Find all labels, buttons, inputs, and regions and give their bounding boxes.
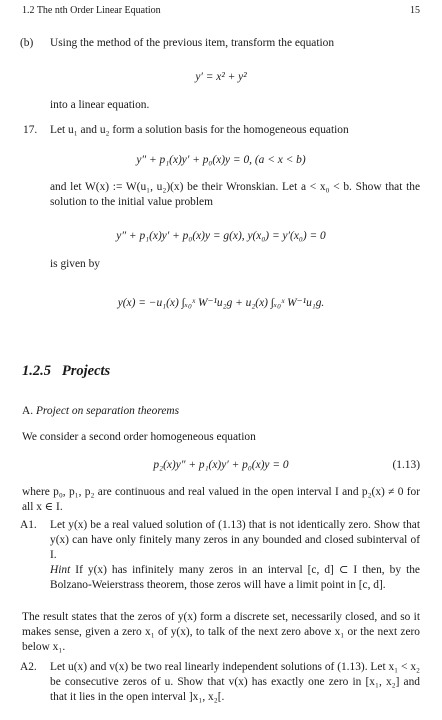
equation-1-13-row <box>0 458 442 473</box>
item-b-equation: y′ = x² + y² <box>195 71 247 83</box>
project-a-heading <box>22 404 420 419</box>
problem-17-number: 17. <box>23 124 38 136</box>
problem-a1-hint: If y(x) has infinitely many zeros in an interval [c, d] ⊂ I then, by the Bolzano-Weierstrass theorem, those zeros will have a limit point in [c, d]. <box>50 564 420 591</box>
equation-1-13: p₂(x)y″ + p₁(x)y′ + p₀(x)y = 0 <box>153 459 289 471</box>
header-page-number: 15 <box>410 5 420 16</box>
section-title: Projects <box>61 363 111 379</box>
problem-a1-hint-label: Hint <box>50 564 71 576</box>
problem-a1-text: Let y(x) be a real valued solution of (1.13) that is not identically zero. Show that y(x) can have only finitely many zeros in any bounded and closed subinterval of I. <box>50 519 420 561</box>
header-section-title: 1.2 The nth Order Linear Equation <box>22 5 161 16</box>
problem-17-intro: 17. Let u₁ and u₂ form a solution basis for the homogeneous equation <box>23 124 349 136</box>
project-a-title: Project on separation theorems <box>35 405 180 417</box>
project-a-intro: We consider a second order homogeneous equation <box>22 431 256 443</box>
project-a-conditions: where p₀, p₁, p₂ are continuous and real valued in the open interval I and p₂(x) ≠ 0 for all x ∈ I. <box>22 486 420 513</box>
running-header <box>22 3 420 17</box>
section-number: 1.2.5 <box>22 363 51 379</box>
problem-a1 <box>20 518 420 593</box>
problem-a1-label: A1. <box>20 519 37 531</box>
problem-17-equation-2: y″ + p₁(x)y′ + p₀(x)y = g(x), y(x₀) = y′(x₀) = 0 <box>116 230 326 242</box>
problem-17-equation-1: y″ + p₁(x)y′ + p₀(x)y = 0, (a < x < b) <box>136 154 306 166</box>
item-b-after: into a linear equation. <box>50 99 150 111</box>
item-b-text: (b) Using the method of the previous item, transform the equation <box>20 37 335 49</box>
item-b-label: (b) <box>20 37 34 49</box>
problem-17-wronskian-text: and let W(x) := W(u₁, u₂)(x) be their Wronskian. Let a < x₀ < b. Show that the solution to the initial value problem <box>50 181 420 208</box>
result-paragraph: The result states that the zeros of y(x) form a discrete set, necessarily closed, and so it makes sense, given a zero x₁ of y(x), to talk of the next zero above x₁ or the next zero below x₁. <box>22 611 420 653</box>
problem-17-solution-equation: y(x) = −u₁(x) ∫ₓ₀ˣ W⁻¹u₂g + u₂(x) ∫ₓ₀ˣ W⁻¹u₁g. <box>117 297 325 309</box>
project-a-label: A. <box>22 405 34 417</box>
problem-17-given-by: is given by <box>50 258 100 270</box>
section-heading <box>22 364 110 379</box>
problem-a2-text: Let u(x) and v(x) be two real linearly independent solutions of (1.13). Let x₁ < x₂ be consecutive zeros of u. Show that v(x) has exactly one zero in [x₁, x₂] and that it lies in the open interval ]x₁, x₂[. <box>50 661 420 703</box>
problem-a2-label: A2. <box>20 661 37 673</box>
equation-number-1-13: (1.13) <box>392 459 420 471</box>
problem-a2 <box>20 660 420 705</box>
